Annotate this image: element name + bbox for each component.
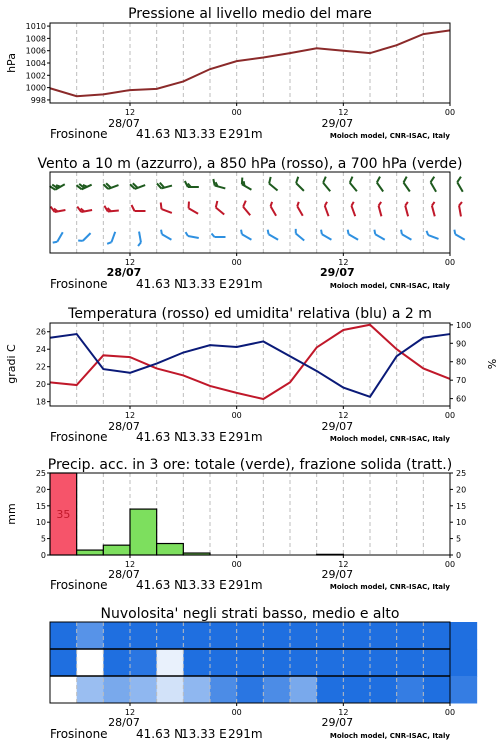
y-right-tick-label: 80	[456, 357, 467, 367]
cloud-cell	[237, 649, 264, 677]
elevation-label: 291m	[228, 430, 263, 444]
precip-bar	[130, 509, 157, 555]
cloud-cell	[423, 649, 450, 677]
date-label: 29/07	[321, 117, 354, 130]
y-tick-label: 24	[35, 345, 46, 355]
cloud-cell	[450, 649, 477, 677]
latitude-label: 41.63 N	[136, 127, 184, 141]
wind-barb	[375, 177, 388, 192]
latitude-label: 41.63 N	[136, 430, 184, 444]
cloud-cell	[77, 649, 104, 677]
wind-barb	[130, 179, 145, 189]
x-tick-label: 12	[124, 708, 136, 717]
model-credit: Moloch model, CNR-ISAC, Italy	[329, 282, 450, 290]
chart-title: Vento a 10 m (azzurro), a 850 hPa (rosso), a 700 hPa (verde)	[37, 156, 463, 172]
wind-barb	[157, 180, 172, 189]
wind-barb	[319, 230, 333, 240]
cloud-cell	[210, 649, 237, 677]
wind-barb	[267, 177, 282, 191]
y-tick-label: 20	[35, 380, 46, 390]
cloud-cell	[263, 649, 290, 677]
wind-barb	[456, 177, 468, 192]
cloud-cell	[50, 622, 77, 650]
cloud-cell	[290, 622, 317, 650]
y-tick-label: 1000	[25, 83, 46, 93]
location-label: Frosinone	[50, 277, 108, 291]
wind-barb	[104, 205, 118, 212]
cloud-cell	[343, 649, 370, 677]
wind-barb	[453, 230, 467, 240]
y-right-tick-label: 20	[456, 485, 467, 495]
cloud-cell	[103, 622, 130, 650]
plot-frame	[50, 323, 450, 406]
cloud-cell	[370, 676, 397, 704]
x-tick-label: 12	[124, 411, 136, 420]
wind-barb	[459, 202, 465, 216]
longitude-label: 13.33 E	[181, 127, 227, 141]
y-tick-label: 0	[40, 551, 46, 560]
plot-frame	[50, 172, 450, 253]
cloud-cell	[237, 676, 264, 704]
x-tick-label: 12	[338, 258, 349, 267]
latitude-label: 41.63 N	[136, 578, 184, 592]
y-axis-label: mm	[5, 503, 18, 525]
wind-barb	[77, 204, 92, 212]
y-tick-label: 22	[35, 362, 46, 372]
cloud-cell	[50, 676, 77, 704]
cloud-cell	[157, 649, 184, 677]
cloud-cell	[263, 676, 290, 704]
cloud-cell	[370, 649, 397, 677]
precip-bar	[103, 545, 130, 555]
cloud-cell	[157, 622, 184, 650]
wind-barb	[103, 179, 118, 189]
cloud-cell	[397, 676, 424, 704]
wind-barb	[185, 232, 199, 238]
wind-barb	[350, 202, 358, 216]
cloud-cell	[317, 649, 344, 677]
wind-barb	[239, 178, 254, 190]
x-tick-label: 12	[338, 560, 349, 569]
y-right-tick-label: 100	[456, 320, 472, 330]
longitude-label: 13.33 E	[181, 277, 227, 291]
wind-barb	[346, 230, 360, 240]
wind-barb	[266, 230, 280, 240]
wind-barb	[402, 177, 415, 192]
wind-barb	[78, 231, 90, 243]
wind-barb	[269, 202, 279, 216]
longitude-label: 13.33 E	[181, 430, 227, 444]
cloud-cell	[343, 676, 370, 704]
cloud-cell	[397, 622, 424, 650]
date-label: 28/07	[108, 117, 140, 130]
y-axis-label: gradi C	[5, 344, 18, 384]
y-tick-label: 26	[35, 327, 46, 337]
y-tick-label: 1006	[25, 46, 46, 56]
cloud-cell	[423, 622, 450, 650]
date-label: 29/07	[321, 716, 354, 729]
location-label: Frosinone	[50, 727, 108, 741]
x-tick-label: 00	[231, 258, 242, 267]
wind-barb	[239, 230, 253, 240]
y-tick-label: 18	[35, 397, 46, 407]
wind-barb	[107, 231, 115, 245]
date-label: 28/07	[108, 420, 140, 433]
y-tick-label: 20	[35, 485, 46, 495]
cloud-cell	[130, 622, 157, 650]
x-tick-label: 00	[444, 258, 456, 267]
x-tick-label: 00	[231, 708, 242, 717]
elevation-label: 291m	[228, 578, 263, 592]
wind-barb	[404, 202, 411, 216]
wind-barb	[185, 181, 199, 187]
wind-barb	[431, 202, 438, 216]
cloud-cell	[263, 622, 290, 650]
location-label: Frosinone	[50, 430, 108, 444]
cloud-cell	[103, 649, 130, 677]
y-tick-label: 15	[35, 501, 46, 511]
cloud-cell	[450, 676, 477, 704]
y-tick-label: 25	[35, 469, 46, 478]
chart-title: Temperatura (rosso) ed umidita' relativa (blu) a 2 m	[68, 306, 432, 322]
cloud-cell	[210, 676, 237, 704]
cloud-cell	[103, 676, 130, 704]
cloud-cell	[290, 676, 317, 704]
latitude-label: 41.63 N	[136, 727, 184, 741]
cloud-cell	[397, 649, 424, 677]
cloud-cell	[77, 676, 104, 704]
x-tick-label: 12	[124, 560, 136, 569]
chart-title: Pressione al livello medio del mare	[128, 6, 372, 22]
x-tick-label: 12	[338, 108, 349, 117]
plot-frame	[50, 473, 450, 555]
y-right-axis-label: %	[485, 358, 498, 370]
x-tick-label: 00	[444, 708, 456, 717]
overflow-value-label: 35	[56, 508, 71, 521]
x-tick-label: 12	[338, 411, 349, 420]
cloud-cell	[157, 676, 184, 704]
x-tick-label: 12	[124, 258, 136, 267]
cloud-cell	[237, 622, 264, 650]
model-credit: Moloch model, CNR-ISAC, Italy	[329, 583, 450, 591]
wind-barb	[76, 179, 91, 190]
model-credit: Moloch model, CNR-ISAC, Italy	[329, 732, 450, 740]
elevation-label: 291m	[228, 277, 263, 291]
x-tick-label: 12	[338, 708, 349, 717]
model-credit: Moloch model, CNR-ISAC, Italy	[329, 435, 450, 443]
latitude-label: 41.63 N	[136, 277, 184, 291]
wind-barb	[212, 179, 227, 188]
wind-barb	[348, 177, 362, 192]
y-right-tick-label: 10	[456, 518, 467, 528]
y-right-tick-label: 15	[456, 501, 467, 511]
temperature-line	[50, 325, 450, 399]
date-label: 28/07	[108, 716, 140, 729]
cloud-cell	[290, 649, 317, 677]
x-tick-label: 00	[444, 560, 456, 569]
x-tick-label: 00	[231, 108, 242, 117]
longitude-label: 13.33 E	[181, 727, 227, 741]
y-tick-label: 1010	[25, 22, 46, 32]
longitude-label: 13.33 E	[181, 578, 227, 592]
pressure-line	[50, 30, 450, 96]
chart-title: Nuvolosita' negli strati basso, medio e alto	[100, 606, 400, 622]
cloud-cell	[370, 622, 397, 650]
y-right-tick-label: 25	[456, 469, 467, 478]
cloud-cell	[183, 676, 210, 704]
y-tick-label: 5	[40, 534, 46, 544]
elevation-label: 291m	[228, 727, 263, 741]
date-label: 28/07	[108, 568, 140, 581]
cloud-cell	[183, 622, 210, 650]
cloud-cell	[343, 622, 370, 650]
cloud-cell	[130, 676, 157, 704]
precip-bar	[77, 550, 104, 555]
wind-barb	[159, 202, 174, 212]
x-tick-label: 00	[444, 411, 456, 420]
cloud-cell	[77, 622, 104, 650]
wind-barb	[373, 230, 387, 240]
location-label: Frosinone	[50, 127, 108, 141]
wind-barb	[212, 234, 226, 238]
wind-barb	[186, 202, 201, 214]
wind-barb	[159, 230, 173, 240]
y-right-tick-label: 60	[456, 394, 467, 404]
cloud-cell	[423, 676, 450, 704]
y-right-tick-label: 70	[456, 376, 467, 386]
wind-barb	[378, 202, 385, 216]
plot-frame	[50, 23, 450, 103]
wind-barb	[241, 201, 255, 216]
wind-barb	[50, 179, 65, 191]
wind-barb	[53, 230, 63, 244]
y-right-tick-label: 5	[456, 534, 462, 544]
y-right-tick-label: 90	[456, 339, 467, 349]
y-tick-label: 1002	[25, 71, 46, 81]
cloud-cell	[450, 622, 477, 650]
wind-barb	[324, 202, 332, 216]
wind-barb	[136, 232, 142, 246]
date-label: 29/07	[321, 568, 354, 581]
y-axis-label: hPa	[5, 53, 18, 73]
x-tick-label: 00	[231, 560, 242, 569]
cloud-cell	[210, 622, 237, 650]
y-right-tick-label: 0	[456, 551, 462, 560]
y-tick-label: 998	[30, 95, 46, 105]
wind-barb	[293, 229, 306, 241]
wind-barb	[132, 205, 146, 211]
wind-barb	[51, 204, 66, 212]
wind-barb	[399, 230, 413, 240]
y-tick-label: 1008	[25, 34, 46, 44]
cloud-cell	[183, 649, 210, 677]
x-tick-label: 12	[124, 108, 136, 117]
wind-barb	[425, 231, 439, 239]
x-tick-label: 00	[444, 108, 456, 117]
cloud-cell	[317, 676, 344, 704]
chart-title: Precip. acc. in 3 ore: totale (verde), frazione solida (tratt.)	[47, 457, 453, 473]
wind-barb	[429, 177, 441, 192]
y-tick-label: 10	[35, 518, 46, 528]
model-credit: Moloch model, CNR-ISAC, Italy	[329, 132, 450, 140]
date-label: 29/07	[320, 266, 355, 279]
cloud-cell	[317, 622, 344, 650]
location-label: Frosinone	[50, 578, 108, 592]
cloud-cell	[130, 649, 157, 677]
wind-barb	[294, 177, 308, 191]
date-label: 28/07	[106, 266, 142, 279]
x-tick-label: 00	[231, 411, 242, 420]
y-tick-label: 1004	[25, 59, 46, 68]
cloud-cell	[50, 649, 77, 677]
wind-barb	[296, 202, 306, 216]
date-label: 29/07	[321, 420, 354, 433]
precip-bar	[157, 544, 184, 555]
elevation-label: 291m	[228, 127, 263, 141]
wind-barb	[321, 177, 335, 192]
wind-barb	[213, 201, 228, 215]
